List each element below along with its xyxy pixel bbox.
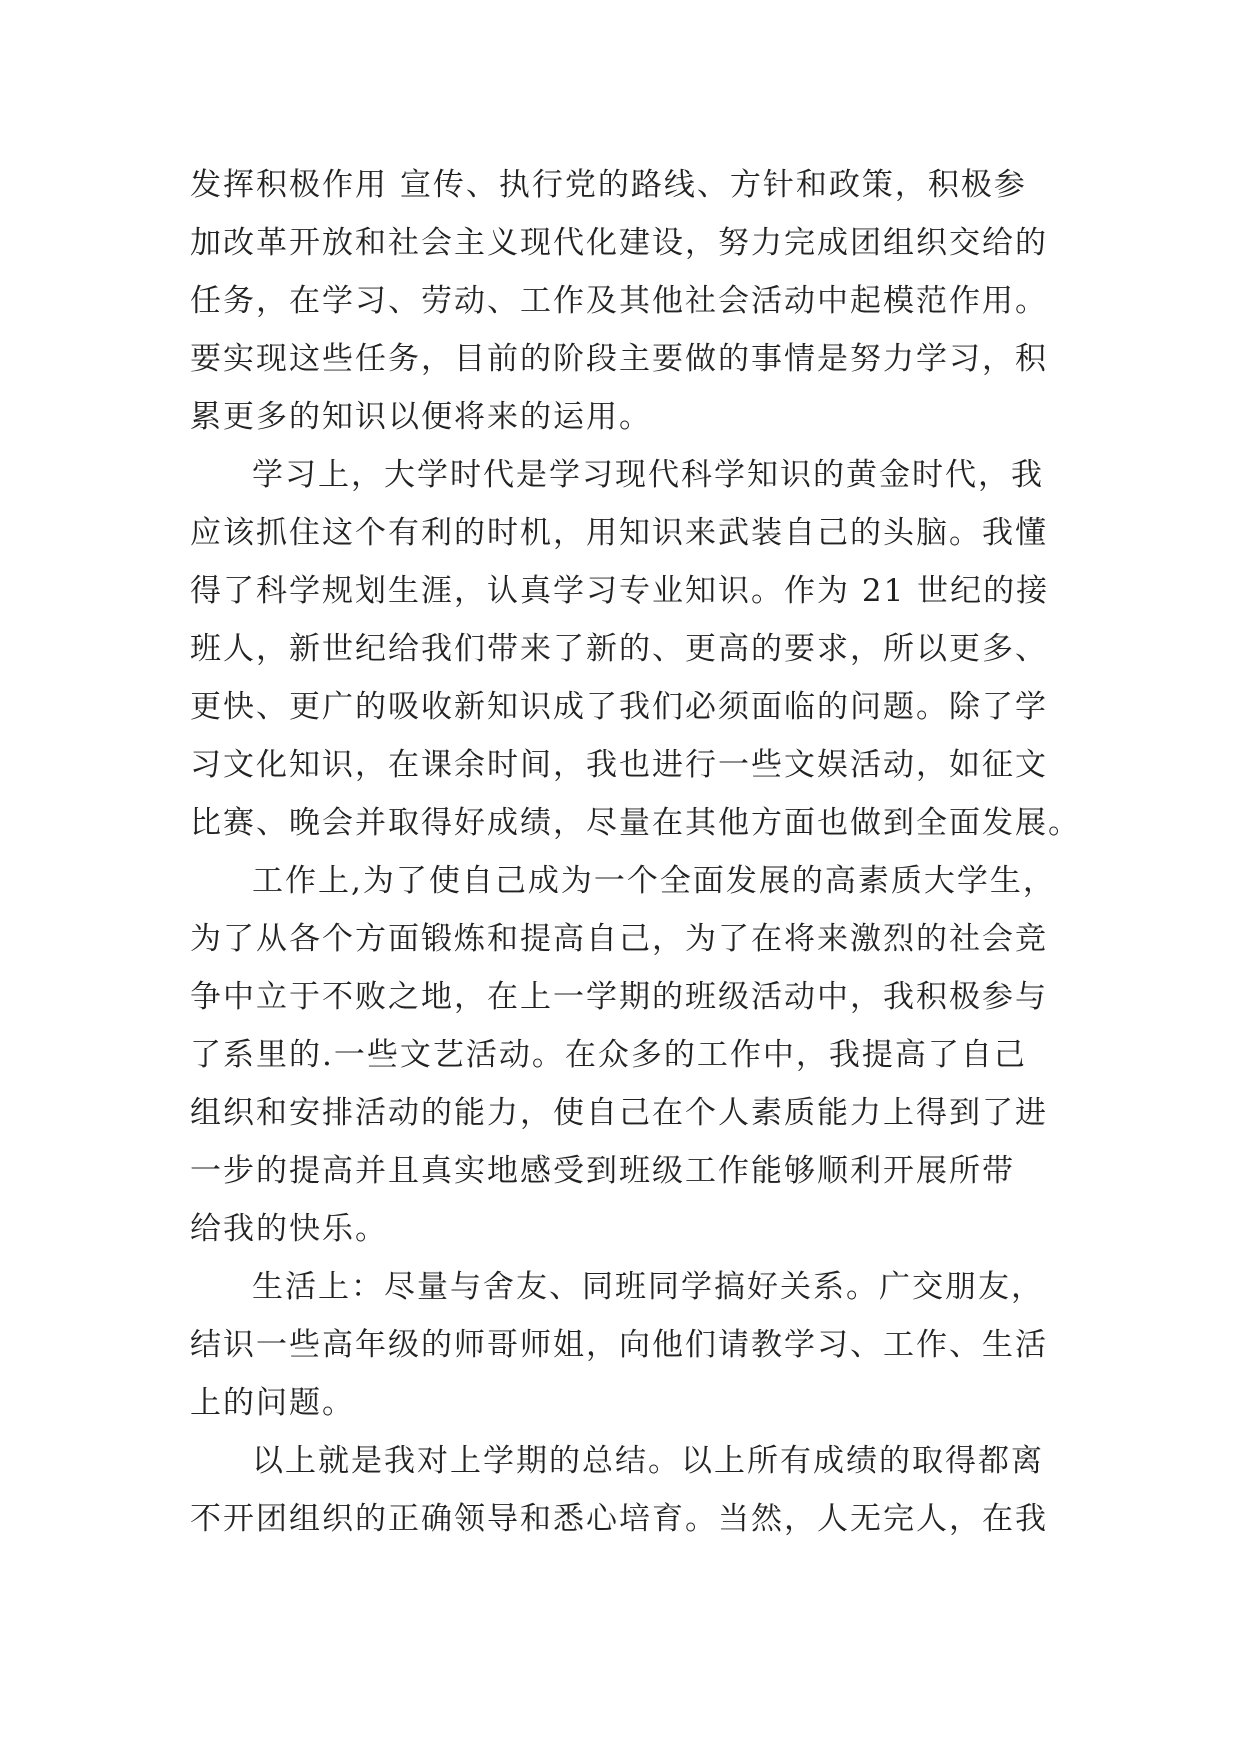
text-line: 一步的提高并且真实地感受到班级工作能够顺利开展所带 bbox=[190, 1153, 1015, 1189]
paragraph-study-first-line: 学习上，大学时代是学习现代科学知识的黄金时代，我 bbox=[252, 457, 1044, 493]
text-line: 给我的快乐。 bbox=[190, 1211, 388, 1247]
text-line: 更快、更广的吸收新知识成了我们必须面临的问题。除了学 bbox=[190, 689, 1048, 725]
text-line: 了系里的.一些文艺活动。在众多的工作中，我提高了自己 bbox=[190, 1037, 1027, 1073]
text-line: 发挥积极作用 宣传、执行党的路线、方针和政策，积极参 bbox=[190, 167, 1027, 203]
text-line: 为了从各个方面锻炼和提高自己，为了在将来激烈的社会竞 bbox=[190, 921, 1048, 957]
document-body bbox=[190, 156, 1090, 1548]
text-line: 累更多的知识以便将来的运用。 bbox=[190, 399, 652, 435]
text-line: 得了科学规划生涯，认真学习专业知识。作为 21 世纪的接 bbox=[190, 573, 1050, 609]
text-line: 上的问题。 bbox=[190, 1385, 355, 1421]
text-line: 习文化知识，在课余时间，我也进行一些文娱活动，如征文 bbox=[190, 747, 1048, 783]
text-line: 不开团组织的正确领导和悉心培育。当然，人无完人，在我 bbox=[190, 1501, 1048, 1537]
text-line: 应该抓住这个有利的时机，用知识来武装自己的头脑。我懂 bbox=[190, 515, 1048, 551]
paragraph-life-first-line: 生活上：尽量与舍友、同班同学搞好关系。广交朋友， bbox=[252, 1269, 1044, 1305]
text-line: 比赛、晚会并取得好成绩，尽量在其他方面也做到全面发展。 bbox=[190, 805, 1081, 841]
text-line: 争中立于不败之地，在上一学期的班级活动中，我积极参与 bbox=[190, 979, 1048, 1015]
text-line: 加改革开放和社会主义现代化建设，努力完成团组织交给的 bbox=[190, 225, 1048, 261]
paragraph-summary-first-line: 以上就是我对上学期的总结。以上所有成绩的取得都离 bbox=[252, 1443, 1044, 1479]
text-line: 组织和安排活动的能力，使自己在个人素质能力上得到了进 bbox=[190, 1095, 1048, 1131]
text-line: 任务，在学习、劳动、工作及其他社会活动中起模范作用。 bbox=[190, 283, 1048, 319]
paragraph-work-first-line: 工作上,为了使自己成为一个全面发展的高素质大学生， bbox=[252, 863, 1056, 899]
text-line: 结识一些高年级的师哥师姐，向他们请教学习、工作、生活 bbox=[190, 1327, 1048, 1363]
text-line: 要实现这些任务，目前的阶段主要做的事情是努力学习，积 bbox=[190, 341, 1048, 377]
text-line: 班人，新世纪给我们带来了新的、更高的要求，所以更多、 bbox=[190, 631, 1048, 667]
